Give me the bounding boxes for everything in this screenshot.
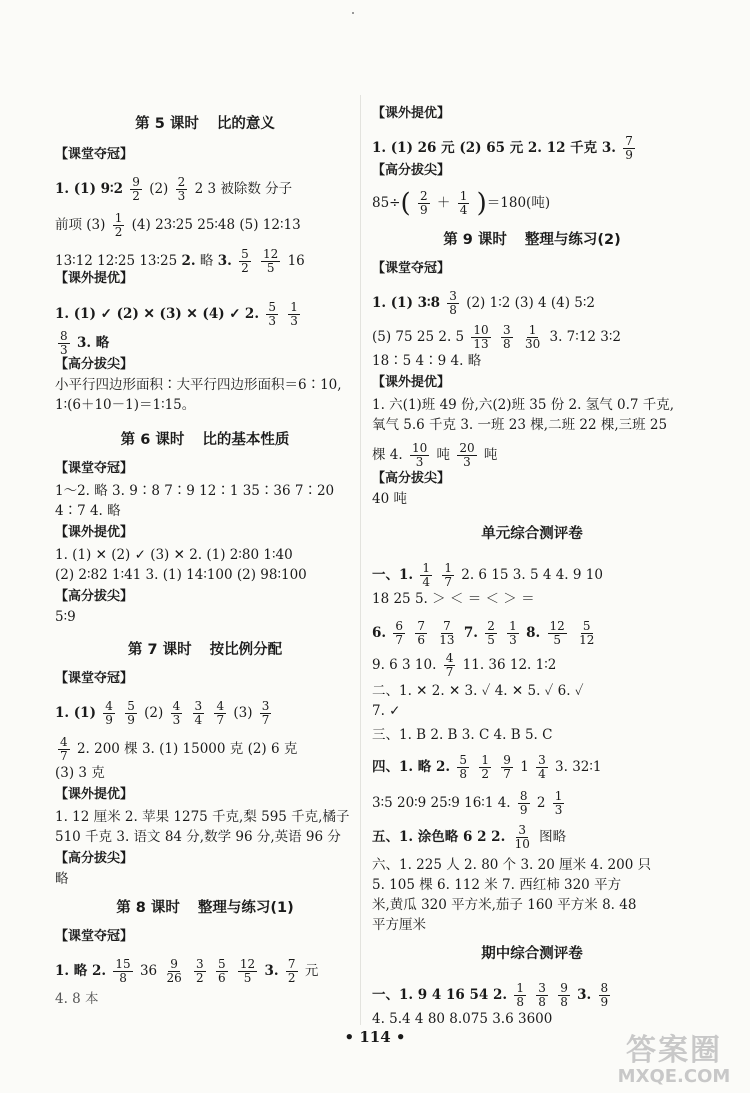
fraction: $\frac{12}{5}$ — [549, 619, 565, 647]
fraction: $\frac{8}{9}$ — [600, 981, 609, 1009]
fraction: $\frac{9}{8}$ — [560, 981, 568, 1009]
lesson-6-title: 第 6 课时 比的基本性质 — [120, 432, 290, 448]
fraction: $\frac{1}{2}$ — [114, 211, 123, 239]
fraction: $\frac{1}{8}$ — [516, 981, 524, 1009]
watermark-logo: 答案圈 MXQE.COM — [617, 1033, 731, 1087]
fraction: $\frac{3}{10}$ — [514, 823, 530, 851]
answer-line: 1～2. 略 3. 9∶8 7∶9 12∶1 35∶36 7∶20 — [55, 483, 335, 499]
midterm-test-title: 期中综合测评卷 — [481, 946, 583, 962]
answer-line: 3∶5 20∶9 25∶9 16∶1 4. $\frac{8}{9}$ 2 $\frac{1}{3}$ — [372, 789, 563, 817]
fraction: $\frac{1}{4}$ — [459, 189, 468, 217]
answer-line: 1. 12 厘米 2. 苹果 1275 千克,梨 595 千克,橘子 — [55, 809, 350, 825]
fraction: $\frac{8}{9}$ — [519, 789, 528, 817]
fraction: $\frac{2}{3}$ — [177, 175, 186, 203]
answer-line: 1. (1) 9∶2 $\frac{9}{2}$ (2) $\frac{2}{3}$ 2 3 被除数 分子 — [55, 175, 293, 203]
fraction: $\frac{1}{3}$ — [290, 300, 298, 328]
fraction: $\frac{12}{5}$ — [263, 247, 279, 275]
answer-line: 4∶7 4. 略 — [55, 503, 121, 519]
fraction: $\frac{3}{4}$ — [194, 699, 203, 727]
fraction: $\frac{5}{6}$ — [217, 957, 226, 985]
answer-line: 13∶12 12∶25 13∶25 2. 略 3. $\frac{5}{2}$ $\frac{12}{5}$ 16 — [55, 247, 305, 275]
ketang-header: 【课堂夺冠】 — [55, 461, 134, 476]
kewai-header: 【课外提优】 — [55, 525, 134, 540]
fraction: $\frac{9}{2}$ — [132, 175, 140, 203]
lesson-7-title: 第 7 课时 按比例分配 — [127, 642, 283, 658]
answer-line: 18∶5 4∶9 4. 略 — [372, 353, 482, 369]
ketang-header: 【课堂夺冠】 — [55, 929, 134, 944]
fraction: $\frac{5}{9}$ — [127, 699, 135, 727]
lesson-9-title: 第 9 课时 整理与练习(2) — [443, 232, 621, 248]
fraction: $\frac{6}{7}$ — [395, 619, 404, 647]
fraction: $\frac{1}{7}$ — [444, 561, 452, 589]
kewai-header: 【课外提优】 — [372, 106, 451, 121]
answer-line: 4. 8 本 — [55, 991, 99, 1007]
answer-line: 平方厘米 — [372, 917, 426, 933]
fraction: $\frac{8}{3}$ — [60, 329, 68, 357]
kewai-header: 【课外提优】 — [55, 787, 134, 802]
fraction: $\frac{3}{7}$ — [261, 699, 270, 727]
answer-line: 二、1. ✕ 2. ✕ 3. ✓ 4. ✕ 5. ✓ 6. ✓ — [372, 683, 584, 699]
answer-line: $\frac{4}{7}$ 2. 200 棵 3. (1) 15000 克 (2) 6 克 — [60, 735, 298, 763]
fraction: $\frac{1}{4}$ — [422, 561, 431, 589]
answer-line: 1. (1) 3∶8 $\frac{3}{8}$ (2) 1∶2 (3) 4 (4) 5∶2 — [372, 289, 596, 317]
answer-line: 6. $\frac{6}{7}$ $\frac{7}{6}$ $\frac{7}{13}$ 7. $\frac{2}{5}$ $\frac{1}{3}$ 8. $\frac{12}{5}$ $\frac{5}{12}$ — [372, 619, 595, 647]
answer-line: 四、1. 略 2. $\frac{5}{8}$ $\frac{1}{2}$ $\frac{9}{7}$ 1 $\frac{3}{4}$ 3. 32∶1 — [372, 753, 602, 781]
answer-line: $\frac{8}{3}$ 3. 略 — [60, 329, 110, 357]
fraction: $\frac{1}{30}$ — [524, 323, 541, 351]
answer-line: 18 25 5. ＞ ＜ ＝ ＜ ＞ ＝ — [372, 591, 535, 607]
fraction: $\frac{3}{2}$ — [196, 957, 204, 985]
answer-line: 5. 105 棵 6. 112 米 7. 西红柿 320 平方 — [372, 877, 622, 893]
fraction: $\frac{3}{8}$ — [503, 323, 511, 351]
answer-line: 五、1. 涂色略 6 2 2. $\frac{3}{10}$ 图略 — [372, 823, 567, 851]
ketang-header: 【课堂夺冠】 — [55, 671, 134, 686]
answer-line: 510 千克 3. 语文 84 分,数学 96 分,英语 96 分 — [55, 829, 341, 845]
answer-line: 1. (1) ✓ (2) ✕ (3) ✕ (4) ✓ 2. $\frac{5}{3}$ $\frac{1}{3}$ — [55, 300, 298, 328]
fraction: $\frac{7}{13}$ — [439, 619, 455, 647]
fraction: $\frac{7}{6}$ — [417, 619, 425, 647]
answer-line: 1. 略 2. $\frac{15}{8}$ 36 $\frac{9}{26}$ $\frac{3}{2}$ $\frac{5}{6}$ $\frac{12}{5}$ 3. $\frac{7}{2}$ 元 — [55, 957, 319, 985]
answer-line: 三、1. B 2. B 3. C 4. B 5. C — [372, 727, 553, 743]
gaofen-header: 【高分拔尖】 — [372, 163, 451, 178]
answer-line: 85÷( $\frac{2}{9}$ ＋ $\frac{1}{4}$ )＝180(吨) — [372, 188, 551, 219]
fraction: $\frac{4}{7}$ — [60, 735, 68, 763]
fraction: $\frac{3}{8}$ — [449, 289, 457, 317]
fraction: $\frac{10}{3}$ — [411, 441, 428, 469]
ketang-header: 【课堂夺冠】 — [372, 261, 451, 276]
fraction: $\frac{5}{2}$ — [241, 247, 249, 275]
answer-line: 棵 4. $\frac{10}{3}$ 吨 $\frac{20}{3}$ 吨 — [372, 441, 498, 469]
answer-line: 40 吨 — [372, 491, 407, 507]
kewai-header: 【课外提优】 — [372, 375, 451, 390]
answer-line: 小平行四边形面积∶大平行四边形面积＝6∶10, — [55, 377, 342, 393]
answer-line: 前项 (3) $\frac{1}{2}$ (4) 23∶25 25∶48 (5) 12∶13 — [55, 211, 301, 239]
column-divider — [360, 95, 361, 1025]
fraction: $\frac{3}{4}$ — [538, 753, 546, 781]
answer-line: 1. (1) 26 元 (2) 65 元 2. 12 千克 3. $\frac{7}{9}$ — [372, 134, 633, 162]
fraction: $\frac{5}{3}$ — [268, 300, 276, 328]
fraction: $\frac{2}{9}$ — [419, 189, 428, 217]
gaofen-header: 【高分拔尖】 — [55, 851, 134, 866]
answer-line: (2) 2∶82 1∶41 3. (1) 14∶100 (2) 98∶100 — [55, 567, 307, 583]
answer-line: 一、1. 9 4 16 54 2. $\frac{1}{8}$ $\frac{3}{8}$ $\frac{9}{8}$ 3. $\frac{8}{9}$ — [372, 981, 609, 1009]
fraction: $\frac{5}{12}$ — [579, 619, 595, 647]
answer-line: 1. (1) ✕ (2) ✓ (3) ✕ 2. (1) 2∶80 1∶40 — [55, 547, 293, 563]
answer-line: (5) 75 25 2. 5 $\frac{10}{13}$ $\frac{3}{8}$ $\frac{1}{30}$ 3. 7∶12 3∶2 — [372, 323, 621, 351]
fraction: $\frac{12}{5}$ — [239, 957, 256, 985]
fraction: $\frac{9}{7}$ — [503, 753, 511, 781]
gaofen-header: 【高分拔尖】 — [55, 589, 134, 604]
kewai-header: 【课外提优】 — [55, 271, 134, 286]
fraction: $\frac{4}{9}$ — [105, 699, 113, 727]
answer-line: 六、1. 225 人 2. 80 个 3. 20 厘米 4. 200 只 — [372, 857, 652, 873]
unit-test-title: 单元综合测评卷 — [481, 526, 583, 542]
fraction: $\frac{1}{2}$ — [481, 753, 489, 781]
answer-line: 米,黄瓜 320 平方米,茄子 160 平方米 8. 48 — [372, 897, 637, 913]
fraction: $\frac{5}{8}$ — [459, 753, 468, 781]
answer-line: (3) 3 克 — [55, 765, 105, 781]
ketang-header: 【课堂夺冠】 — [55, 147, 134, 162]
page-number: • 114 • — [344, 1028, 406, 1046]
fraction: $\frac{10}{13}$ — [473, 323, 489, 351]
fraction: $\frac{4}{7}$ — [445, 651, 454, 679]
fraction: $\frac{7}{2}$ — [287, 957, 296, 985]
dot-mark — [352, 12, 354, 14]
gaofen-header: 【高分拔尖】 — [372, 471, 451, 486]
fraction: $\frac{2}{5}$ — [487, 619, 495, 647]
fraction: $\frac{15}{8}$ — [115, 957, 131, 985]
fraction: $\frac{9}{26}$ — [166, 957, 182, 985]
gaofen-header: 【高分拔尖】 — [55, 357, 134, 372]
answer-line: 1. (1) $\frac{4}{9}$ $\frac{5}{9}$ (2) $\frac{4}{3}$ $\frac{3}{4}$ $\frac{4}{7}$ (3) $\frac{3}{7}$ — [55, 699, 270, 727]
answer-line: 4. 5.4 4 80 8.075 3.6 3600 — [372, 1011, 553, 1027]
lesson-8-title: 第 8 课时 整理与练习(1) — [116, 900, 294, 916]
answer-line: 5∶9 — [55, 609, 76, 625]
fraction: $\frac{4}{7}$ — [216, 699, 225, 727]
answer-line: 9. 6 3 10. $\frac{4}{7}$ 11. 36 12. 1∶2 — [372, 651, 557, 679]
answer-line: 氧气 5.6 千克 3. 一班 23 棵,二班 22 棵,三班 25 — [372, 417, 668, 433]
answer-line: 略 — [55, 871, 69, 887]
answer-line: 1. 六(1)班 49 份,六(2)班 35 份 2. 氢气 0.7 千克, — [372, 397, 675, 413]
fraction: $\frac{3}{8}$ — [538, 981, 546, 1009]
lesson-5-title: 第 5 课时 比的意义 — [135, 116, 275, 132]
answer-line: 一、1. $\frac{1}{4}$ $\frac{1}{7}$ 2. 6 15 3. 5 4 4. 9 10 — [372, 561, 603, 589]
answer-line: 1∶(6＋10－1)＝1∶15。 — [55, 397, 196, 413]
answer-line: 7. ✓ — [372, 703, 401, 719]
fraction: $\frac{1}{3}$ — [509, 619, 517, 647]
fraction: $\frac{20}{3}$ — [459, 441, 475, 469]
fraction: $\frac{7}{9}$ — [625, 134, 633, 162]
fraction: $\frac{4}{3}$ — [172, 699, 181, 727]
fraction: $\frac{1}{3}$ — [554, 789, 563, 817]
